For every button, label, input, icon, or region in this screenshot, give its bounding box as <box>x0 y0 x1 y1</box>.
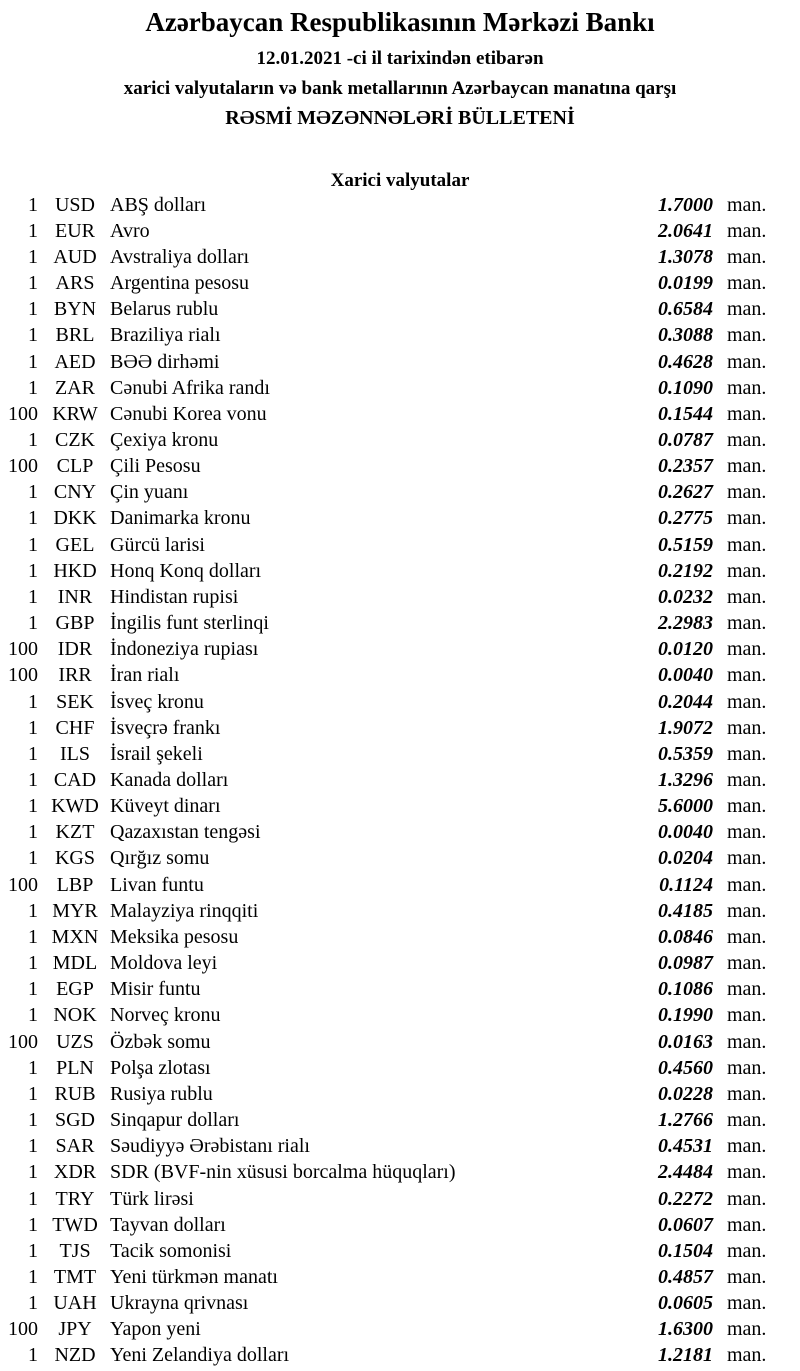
quantity: 1 <box>28 193 38 216</box>
quantity: 100 <box>8 455 38 478</box>
table-row <box>0 977 800 1003</box>
unit-label: man. <box>727 716 767 739</box>
rate-value: 0.1504 <box>658 1239 713 1262</box>
unit-label: man. <box>727 1213 767 1236</box>
currency-name: İngilis funt sterlinqi <box>110 612 269 635</box>
table-row <box>0 349 800 375</box>
unit-label: man. <box>727 1292 767 1315</box>
currency-code: GBP <box>55 612 95 635</box>
quantity: 1 <box>28 742 38 765</box>
quantity: 1 <box>28 925 38 948</box>
quantity: 1 <box>28 978 38 1001</box>
table-row <box>0 637 800 663</box>
unit-label: man. <box>727 690 767 713</box>
quantity: 1 <box>28 507 38 530</box>
currency-code: CHF <box>55 716 95 739</box>
unit-label: man. <box>727 298 767 321</box>
currency-code: TMT <box>53 1265 97 1288</box>
table-row <box>0 924 800 950</box>
currency-name: Meksika pesosu <box>110 925 239 948</box>
rate-value: 5.6000 <box>658 795 713 818</box>
currency-code: MYR <box>52 899 98 922</box>
rate-value: 0.3088 <box>658 324 713 347</box>
unit-label: man. <box>727 1109 767 1132</box>
currency-code: HKD <box>53 559 97 582</box>
currency-code: SGD <box>54 1109 95 1132</box>
currency-name: Tayvan dolları <box>110 1213 226 1236</box>
currency-name: İndoneziya rupiası <box>110 638 259 661</box>
table-row <box>0 218 800 244</box>
currency-name: Cənubi Afrika randı <box>110 376 270 399</box>
quantity: 1 <box>28 376 38 399</box>
rate-value: 0.1124 <box>659 873 713 896</box>
rate-value: 2.0641 <box>658 219 713 242</box>
rate-value: 2.2983 <box>658 612 713 635</box>
table-row <box>0 1317 800 1343</box>
currency-code: NOK <box>53 1004 97 1027</box>
currency-code: KWD <box>51 795 99 818</box>
quantity: 1 <box>28 847 38 870</box>
table-row <box>0 1186 800 1212</box>
rate-value: 0.1544 <box>658 402 713 425</box>
unit-label: man. <box>727 847 767 870</box>
table-row <box>0 1343 800 1369</box>
quantity: 1 <box>28 1004 38 1027</box>
rate-value: 0.2627 <box>658 481 713 504</box>
currency-name: Sinqapur dolları <box>110 1109 240 1132</box>
currency-name: Rusiya rublu <box>110 1082 213 1105</box>
table-row <box>0 584 800 610</box>
currency-name: İsveçrə frankı <box>110 716 221 739</box>
quantity: 1 <box>28 1082 38 1105</box>
currency-code: KGS <box>54 847 95 870</box>
table-row <box>0 1264 800 1290</box>
quantity: 1 <box>28 298 38 321</box>
unit-label: man. <box>727 873 767 896</box>
rate-value: 0.2272 <box>658 1187 713 1210</box>
effective-date-line: 12.01.2021 -ci il tarixindən etibarən <box>256 48 544 69</box>
rate-value: 0.1086 <box>658 978 713 1001</box>
table-row <box>0 401 800 427</box>
currency-code: EGP <box>56 978 94 1001</box>
rate-value: 0.0204 <box>658 847 713 870</box>
rate-value: 0.0605 <box>658 1292 713 1315</box>
unit-label: man. <box>727 742 767 765</box>
currency-name: Argentina pesosu <box>110 272 250 295</box>
unit-label: man. <box>727 1187 767 1210</box>
rate-value: 0.0163 <box>658 1030 713 1053</box>
currency-name: Livan funtu <box>110 873 204 896</box>
unit-label: man. <box>727 376 767 399</box>
currency-code: USD <box>54 193 95 216</box>
table-row <box>0 715 800 741</box>
table-row <box>0 506 800 532</box>
rate-value: 0.0987 <box>658 952 713 975</box>
table-row <box>0 454 800 480</box>
quantity: 1 <box>28 245 38 268</box>
rate-value: 0.1090 <box>658 376 713 399</box>
unit-label: man. <box>727 1082 767 1105</box>
currency-name: Honq Konq dolları <box>110 559 262 582</box>
rate-value: 0.4560 <box>658 1056 713 1079</box>
currency-name: Gürcü larisi <box>110 533 205 556</box>
unit-label: man. <box>727 402 767 425</box>
table-row <box>0 794 800 820</box>
table-row <box>0 1055 800 1081</box>
unit-label: man. <box>727 769 767 792</box>
quantity: 1 <box>28 1213 38 1236</box>
table-row <box>0 1291 800 1317</box>
currency-name: Polşa zlotası <box>110 1056 211 1079</box>
unit-label: man. <box>727 1318 767 1341</box>
currency-code: UAH <box>53 1292 97 1315</box>
bank-title: Azərbaycan Respublikasının Mərkəzi Bankı <box>145 7 655 37</box>
quantity: 1 <box>28 899 38 922</box>
table-row <box>0 663 800 689</box>
unit-label: man. <box>727 193 767 216</box>
unit-label: man. <box>727 245 767 268</box>
currency-name: Norveç kronu <box>110 1004 221 1027</box>
currency-name: İran rialı <box>110 664 180 687</box>
currency-name: Kanada dolları <box>110 769 229 792</box>
rate-value: 0.4531 <box>658 1135 713 1158</box>
rate-value: 0.2357 <box>658 455 713 478</box>
rate-value: 0.0120 <box>658 638 713 661</box>
currency-name: Moldova leyi <box>110 952 218 975</box>
currency-name: Çin yuanı <box>110 481 189 504</box>
quantity: 1 <box>28 324 38 347</box>
unit-label: man. <box>727 612 767 635</box>
currency-code: LBP <box>56 873 94 896</box>
currency-name: İsrail şekeli <box>110 742 203 765</box>
table-row <box>0 1238 800 1264</box>
currency-code: ARS <box>55 272 95 295</box>
table-row <box>0 1081 800 1107</box>
rate-value: 0.0846 <box>658 925 713 948</box>
currency-code: IRR <box>58 664 92 687</box>
currency-name: Türk lirəsi <box>110 1187 194 1210</box>
currency-code: AED <box>54 350 96 373</box>
quantity: 1 <box>28 716 38 739</box>
rate-value: 0.0040 <box>658 821 713 844</box>
section-title-foreign-currencies: Xarici valyutalar <box>330 170 470 191</box>
currency-code: KZT <box>55 821 95 844</box>
currency-name: Cənubi Korea vonu <box>110 402 267 425</box>
rate-value: 0.4185 <box>658 899 713 922</box>
rate-value: 0.1990 <box>658 1004 713 1027</box>
currency-name: Braziliya rialı <box>110 324 221 347</box>
currency-name: İsveç kronu <box>110 690 204 713</box>
quantity: 1 <box>28 795 38 818</box>
unit-label: man. <box>727 559 767 582</box>
currency-code: SAR <box>55 1135 95 1158</box>
unit-label: man. <box>727 1056 767 1079</box>
currency-code: ILS <box>60 742 90 765</box>
quantity: 1 <box>28 690 38 713</box>
quantity: 1 <box>28 1187 38 1210</box>
currency-code: ZAR <box>55 376 95 399</box>
unit-label: man. <box>727 1265 767 1288</box>
quantity: 1 <box>28 585 38 608</box>
currency-name: Malayziya rinqqiti <box>110 899 259 922</box>
currency-name: Tacik somonisi <box>110 1239 232 1262</box>
currency-name: Hindistan rupisi <box>110 585 239 608</box>
quantity: 100 <box>8 402 38 425</box>
currency-name: Küveyt dinarı <box>110 795 221 818</box>
currency-code: JPY <box>58 1318 92 1341</box>
rate-value: 0.0199 <box>658 272 713 295</box>
currency-code: EUR <box>55 219 95 242</box>
unit-label: man. <box>727 455 767 478</box>
table-row <box>0 1160 800 1186</box>
rate-value: 0.4857 <box>658 1265 713 1288</box>
table-row <box>0 872 800 898</box>
unit-label: man. <box>727 1030 767 1053</box>
quantity: 1 <box>28 428 38 451</box>
table-row <box>0 820 800 846</box>
unit-label: man. <box>727 925 767 948</box>
unit-label: man. <box>727 481 767 504</box>
quantity: 100 <box>8 1318 38 1341</box>
currency-name: Səudiyyə Ərəbistanı rialı <box>110 1135 310 1158</box>
quantity: 100 <box>8 664 38 687</box>
quantity: 1 <box>28 1135 38 1158</box>
document-header <box>0 0 800 130</box>
unit-label: man. <box>727 1135 767 1158</box>
quantity: 1 <box>28 769 38 792</box>
currency-code: CLP <box>56 455 94 478</box>
currency-code: NZD <box>54 1344 96 1367</box>
table-row <box>0 898 800 924</box>
exchange-rates-table <box>0 192 800 1369</box>
scope-line: xarici valyutaların və bank metallarının Azərbaycan manatına qarşı <box>123 78 677 99</box>
unit-label: man. <box>727 324 767 347</box>
currency-name: Yeni Zelandiya dolları <box>110 1344 290 1367</box>
table-row <box>0 767 800 793</box>
rate-value: 1.3078 <box>658 245 713 268</box>
unit-label: man. <box>727 664 767 687</box>
quantity: 1 <box>28 1239 38 1262</box>
unit-label: man. <box>727 1239 767 1262</box>
quantity: 1 <box>28 272 38 295</box>
unit-label: man. <box>727 272 767 295</box>
currency-code: CNY <box>53 481 97 504</box>
currency-name: Çexiya kronu <box>110 428 219 451</box>
currency-code: RUB <box>54 1082 96 1105</box>
currency-code: CAD <box>53 769 97 792</box>
rate-value: 0.0607 <box>658 1213 713 1236</box>
currency-code: XDR <box>53 1161 97 1184</box>
table-row <box>0 689 800 715</box>
table-row <box>0 741 800 767</box>
rate-value: 0.2192 <box>658 559 713 582</box>
currency-code: IDR <box>57 638 93 661</box>
currency-name: Avstraliya dolları <box>110 245 250 268</box>
currency-name: Misir funtu <box>110 978 201 1001</box>
unit-label: man. <box>727 219 767 242</box>
table-row <box>0 846 800 872</box>
currency-code: TRY <box>55 1187 95 1210</box>
rate-value: 0.0228 <box>658 1082 713 1105</box>
rate-value: 0.2044 <box>658 690 713 713</box>
quantity: 1 <box>28 533 38 556</box>
quantity: 1 <box>28 219 38 242</box>
unit-label: man. <box>727 585 767 608</box>
unit-label: man. <box>727 821 767 844</box>
currency-name: Çili Pesosu <box>110 455 201 478</box>
currency-name: Belarus rublu <box>110 298 219 321</box>
table-row <box>0 244 800 270</box>
table-row <box>0 480 800 506</box>
currency-code: UZS <box>56 1030 94 1053</box>
currency-code: CZK <box>55 428 95 451</box>
quantity: 1 <box>28 952 38 975</box>
unit-label: man. <box>727 899 767 922</box>
currency-name: Qazaxıstan tengəsi <box>110 821 261 844</box>
table-row <box>0 1107 800 1133</box>
table-row <box>0 1134 800 1160</box>
unit-label: man. <box>727 978 767 1001</box>
table-row <box>0 532 800 558</box>
bulletin-title: RƏSMİ MƏZƏNNƏLƏRİ BÜLLETENİ <box>225 107 575 129</box>
unit-label: man. <box>727 1161 767 1184</box>
currency-name: Danimarka kronu <box>110 507 251 530</box>
quantity: 100 <box>8 638 38 661</box>
rate-value: 0.0787 <box>658 428 713 451</box>
currency-code: KRW <box>52 402 98 425</box>
currency-code: BYN <box>53 298 97 321</box>
rate-value: 0.0232 <box>658 585 713 608</box>
unit-label: man. <box>727 638 767 661</box>
rate-value: 0.6584 <box>658 298 713 321</box>
table-row <box>0 611 800 637</box>
unit-label: man. <box>727 1344 767 1367</box>
currency-name: Yeni türkmən manatı <box>110 1265 278 1288</box>
table-row <box>0 297 800 323</box>
table-row <box>0 270 800 296</box>
rate-value: 0.2775 <box>658 507 713 530</box>
currency-code: PLN <box>56 1056 94 1079</box>
quantity: 1 <box>28 821 38 844</box>
quantity: 1 <box>28 612 38 635</box>
unit-label: man. <box>727 533 767 556</box>
currency-code: TJS <box>59 1239 91 1262</box>
table-row <box>0 192 800 218</box>
currency-name: Avro <box>110 219 150 242</box>
currency-name: BƏƏ dirhəmi <box>110 350 220 373</box>
unit-label: man. <box>727 507 767 530</box>
rate-value: 1.3296 <box>658 769 713 792</box>
rate-value: 1.2181 <box>658 1344 713 1367</box>
quantity: 1 <box>28 350 38 373</box>
currency-name: Qırğız somu <box>110 847 210 870</box>
currency-code: TWD <box>52 1213 98 1236</box>
table-row <box>0 375 800 401</box>
rate-value: 0.4628 <box>658 350 713 373</box>
unit-label: man. <box>727 952 767 975</box>
currency-code: MXN <box>51 925 99 948</box>
table-row <box>0 1212 800 1238</box>
table-row <box>0 1029 800 1055</box>
quantity: 1 <box>28 1344 38 1367</box>
quantity: 1 <box>28 1056 38 1079</box>
table-row <box>0 427 800 453</box>
quantity: 1 <box>28 1292 38 1315</box>
rate-value: 0.5359 <box>658 742 713 765</box>
table-row <box>0 951 800 977</box>
quantity: 1 <box>28 1265 38 1288</box>
quantity: 100 <box>8 873 38 896</box>
unit-label: man. <box>727 350 767 373</box>
quantity: 1 <box>28 1161 38 1184</box>
currency-code: GEL <box>55 533 95 556</box>
unit-label: man. <box>727 1004 767 1027</box>
rate-value: 0.5159 <box>658 533 713 556</box>
quantity: 1 <box>28 481 38 504</box>
currency-name: SDR (BVF-nin xüsusi borcalma hüquqları) <box>110 1161 456 1184</box>
unit-label: man. <box>727 428 767 451</box>
currency-code: AUD <box>53 245 97 268</box>
unit-label: man. <box>727 795 767 818</box>
rate-value: 1.2766 <box>658 1109 713 1132</box>
currency-code: DKK <box>53 507 97 530</box>
currency-code: SEK <box>56 690 94 713</box>
currency-name: Özbək somu <box>110 1030 211 1053</box>
currency-code: INR <box>57 585 93 608</box>
currency-code: MDL <box>52 952 98 975</box>
table-row <box>0 323 800 349</box>
rate-value: 1.9072 <box>658 716 713 739</box>
currency-name: ABŞ dolları <box>110 193 207 216</box>
currency-code: BRL <box>55 324 95 347</box>
table-row <box>0 558 800 584</box>
rate-value: 1.7000 <box>658 193 713 216</box>
rate-value: 0.0040 <box>658 664 713 687</box>
quantity: 1 <box>28 559 38 582</box>
quantity: 1 <box>28 1109 38 1132</box>
table-row <box>0 1003 800 1029</box>
quantity: 100 <box>8 1030 38 1053</box>
currency-name: Ukrayna qrivnası <box>110 1292 249 1315</box>
currency-name: Yapon yeni <box>110 1318 201 1341</box>
rate-value: 2.4484 <box>658 1161 713 1184</box>
rate-value: 1.6300 <box>658 1318 713 1341</box>
